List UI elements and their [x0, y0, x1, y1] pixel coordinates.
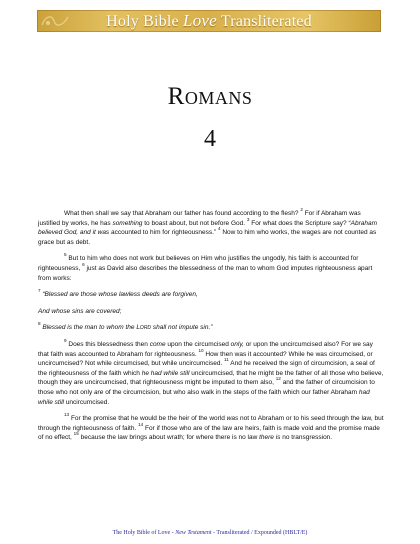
verse-5-number: 5: [64, 252, 67, 258]
verse-15-italic: there is: [259, 434, 281, 442]
verse-7-number: 7: [38, 288, 41, 294]
verse-13-number: 13: [64, 412, 70, 418]
verse-1-text: What then shall we say that Abraham our father has found according to the flesh?: [64, 210, 299, 217]
verse-11-italic: he had while still: [141, 369, 190, 377]
banner-title-love: Love: [183, 11, 217, 30]
verse-12-italic-2: had while still: [38, 388, 370, 406]
verse-2-text-end: to boast about, but not before God.: [142, 219, 246, 227]
page-footer: [0, 530, 420, 536]
verse-3-italic: Abraham believed God, and it was: [38, 219, 377, 237]
verse-13-text: For the promise that he would be the heir of the world: [70, 415, 227, 423]
verse-4-text: Now to him who works, the wages are not counted as grace but as debt.: [38, 229, 377, 246]
poetry-line-2: [38, 307, 384, 317]
verse-3-text: For what does the Scripture say? “: [251, 219, 351, 227]
verse-9-italic-2: only,: [230, 340, 244, 348]
verse-4-number: 4: [217, 226, 221, 232]
verse-9-text: Does this blessedness then: [68, 340, 150, 348]
verse-2-number: 2: [300, 207, 303, 212]
verse-9-text-end: or upon the uncircumcised also? For we say that faith was accounted to Abraham for righteousness.: [38, 340, 373, 358]
poetry-line-3: [38, 323, 384, 333]
verse-14-text: For if those who are of the law are heirs, faith is made void and the promise made of no effect,: [38, 424, 380, 442]
footer-part3: - Transliterated / Expounded (HBLT/E): [211, 530, 308, 536]
verse-3-number: 3: [246, 216, 250, 222]
verse-12-text-2: of the circumcision, but who also walk in the steps of the faith which our father Abraham: [103, 388, 359, 396]
verse-9-number: 9: [64, 337, 67, 343]
verse-15-text: because the law brings about wrath; for where there is no law: [80, 434, 260, 442]
verse-12-text: and the father of circumcision to those who not only: [38, 379, 375, 396]
verse-13-text-end: not to Abraham or to his seed through the law, but through the righteousness of faith.: [38, 415, 384, 432]
paragraph-4: [38, 414, 384, 443]
verse-8-text-end: shall not impute sin.”: [151, 324, 213, 332]
verse-6-text: just as David also describes the blessedness of the man to whom God imputes righteousness apart from works:: [38, 264, 373, 282]
banner-title-part1: Holy Bible: [106, 13, 179, 30]
banner-title: [37, 10, 381, 32]
verse-12-italic-1: are: [94, 388, 104, 396]
verse-12-number: 12: [275, 376, 281, 382]
verse-9-italic-1: come: [149, 340, 166, 348]
verse-10-text: How then was it accounted? While he was circumcised, or uncircumcised? Not while circumcised, but while uncircumcised.: [38, 350, 373, 368]
verse-2-italic: something: [112, 219, 143, 227]
footer-part2: New Testament: [175, 530, 212, 536]
verse-7-line-1: “Blessed are those whose lawless deeds are forgiven,: [42, 291, 198, 299]
paragraph-1: [38, 209, 384, 247]
verse-8-number: 8: [38, 321, 41, 327]
verse-15-number: 15: [73, 431, 79, 437]
chapter-number: 4: [204, 126, 216, 152]
header-banner: [37, 10, 381, 32]
verse-14-number: 14: [138, 421, 144, 427]
paragraph-2: [38, 254, 384, 283]
poetry-line-1: [38, 290, 384, 300]
verse-11-text-end: uncircumcised, that he might be the father of all those who believe, though they are uncircumcised, that righteousness might be imputed to them also,: [38, 369, 384, 387]
verse-13-italic: was: [226, 415, 239, 423]
footer-part1: The Holy Bible of Love -: [112, 530, 176, 536]
verse-5-text: But to him who does not work but believes on Him who justifies the ungodly, his faith is accounted for righteousness,: [38, 255, 359, 272]
scripture-text: [38, 209, 384, 443]
verse-8-text: Blessed is the man to whom the: [42, 324, 137, 332]
verse-6-number: 6: [82, 261, 85, 267]
verse-15-text-end: no transgression.: [280, 434, 333, 442]
verse-3-text-end: accounted to him for righteousness.”: [109, 229, 217, 237]
verse-2-text: For if Abraham was justified by works, he has: [38, 210, 361, 227]
paragraph-3: [38, 337, 384, 407]
verse-11-number: 11: [224, 357, 229, 363]
verse-8-lord: Lord: [136, 324, 152, 332]
verse-12-text-end: uncircumcised.: [64, 398, 110, 406]
banner-title-part2: Transliterated: [220, 13, 312, 30]
verse-7-line-2: And whose sins are covered;: [38, 307, 122, 315]
book-title: Romans: [167, 83, 253, 110]
verse-10-number: 10: [198, 347, 204, 353]
verse-9-text-2: upon the circumcised: [165, 340, 231, 348]
verse-11-text: And he received the sign of circumcision, a seal of the righteousness of the faith which: [38, 360, 375, 377]
